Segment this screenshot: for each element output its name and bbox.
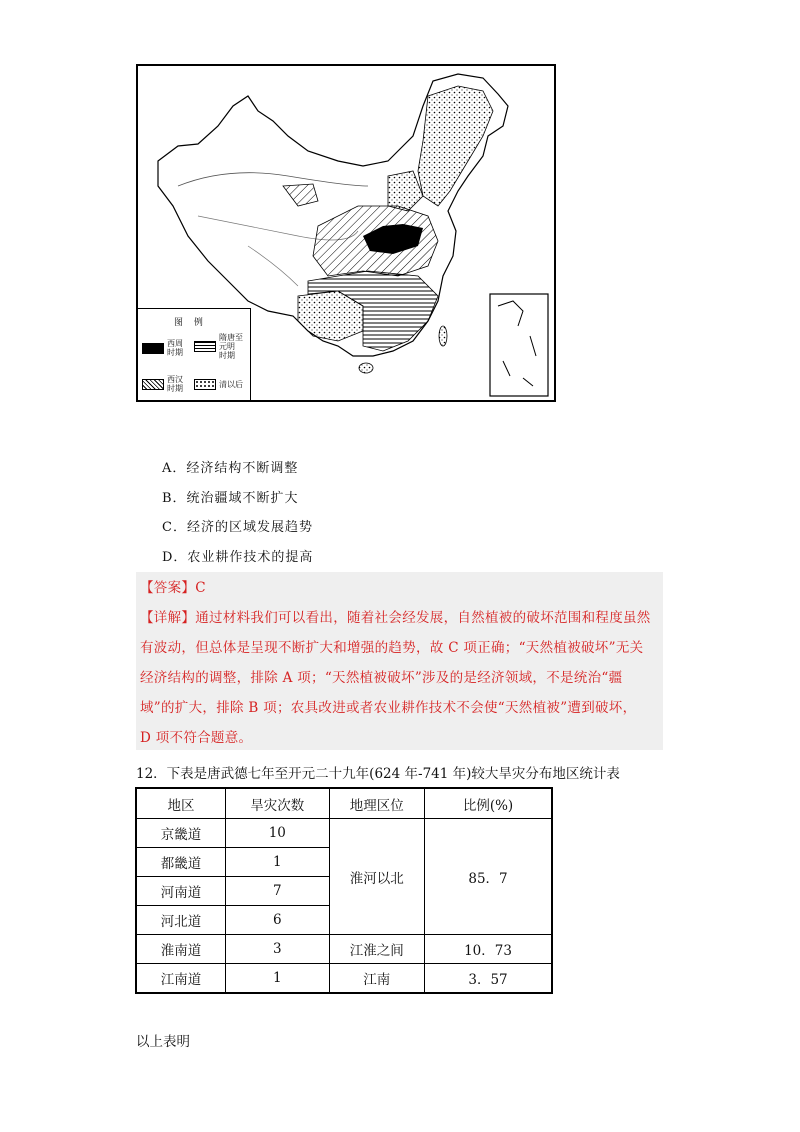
legend-item-suitang — [194, 333, 245, 360]
drought-table — [135, 787, 553, 994]
legend-label: 隋唐至 元明 时期 — [219, 333, 243, 360]
south-china-sea-inset — [490, 294, 548, 396]
table-row — [136, 935, 552, 964]
answer-box — [136, 572, 663, 750]
count-cell: 10 — [226, 819, 329, 848]
header-cell: 比例(%) — [425, 788, 552, 819]
count-cell: 7 — [226, 877, 329, 906]
answer-line: 【答案】C — [140, 580, 206, 596]
region-cell: 河北道 — [136, 906, 226, 935]
detail-line-4: 域”的扩大，排除 B 项；农具改进或者农业耕作技术不会使“天然植被”遭到破坏， — [140, 700, 637, 716]
legend-label: 西汉 时期 — [167, 375, 183, 393]
count-cell: 1 — [226, 848, 329, 877]
table-row — [136, 964, 552, 994]
legend-item-qing — [194, 379, 245, 390]
count-cell: 3 — [226, 935, 329, 964]
question-12: 12．下表是唐武德七年至开元二十九年(624 年-741 年)较大旱灾分布地区统计表 — [136, 766, 620, 782]
header-cell: 地区 — [136, 788, 226, 819]
legend-item-xihan — [142, 375, 193, 393]
legend-swatch-solid — [142, 343, 164, 354]
detail-line-1: 【详解】通过材料我们可以看出，随着社会经发展，自然植被的破坏范围和程度虽然 — [140, 610, 651, 626]
legend-swatch-diagonal — [142, 379, 164, 390]
legend-label: 西周 时期 — [167, 339, 183, 357]
location-cell: 江淮之间 — [329, 935, 425, 964]
table-header-row — [136, 788, 552, 819]
ratio-cell: 85．7 — [425, 819, 552, 935]
option-a: A．经济结构不断调整 — [162, 461, 299, 476]
option-d: D．农业耕作技术的提高 — [162, 550, 314, 565]
legend-label: 清以后 — [219, 380, 243, 389]
option-c: C．经济的区域发展趋势 — [162, 520, 313, 535]
map-legend — [138, 308, 251, 401]
ratio-cell: 10．73 — [425, 935, 552, 964]
region-cell: 江南道 — [136, 964, 226, 994]
legend-swatch-dotted — [194, 379, 216, 390]
detail-line-5: D 项不符合题意。 — [140, 730, 253, 746]
china-vegetation-map — [136, 64, 556, 402]
header-cell: 旱灾次数 — [226, 788, 329, 819]
region-cell: 河南道 — [136, 877, 226, 906]
conclusion-text: 以上表明 — [136, 1034, 190, 1050]
region-cell: 淮南道 — [136, 935, 226, 964]
location-cell: 江南 — [329, 964, 425, 994]
location-cell: 淮河以北 — [329, 819, 425, 935]
legend-swatch-horizontal — [194, 341, 216, 352]
count-cell: 6 — [226, 906, 329, 935]
count-cell: 1 — [226, 964, 329, 994]
header-cell: 地理区位 — [329, 788, 425, 819]
ratio-cell: 3．57 — [425, 964, 552, 994]
detail-line-2: 有波动，但总体是呈现不断扩大和增强的趋势，故 C 项正确；“天然植被破坏”无关 — [140, 640, 644, 656]
detail-line-3: 经济结构的调整，排除 A 项；“天然植被破坏”涉及的是经济领域，不是统治“疆 — [140, 670, 623, 686]
legend-item-xizhou — [142, 339, 193, 357]
table-row — [136, 819, 552, 848]
region-cell: 京畿道 — [136, 819, 226, 848]
region-cell: 都畿道 — [136, 848, 226, 877]
option-b: B．统治疆域不断扩大 — [162, 491, 299, 506]
legend-title: 图 例 — [174, 318, 207, 328]
